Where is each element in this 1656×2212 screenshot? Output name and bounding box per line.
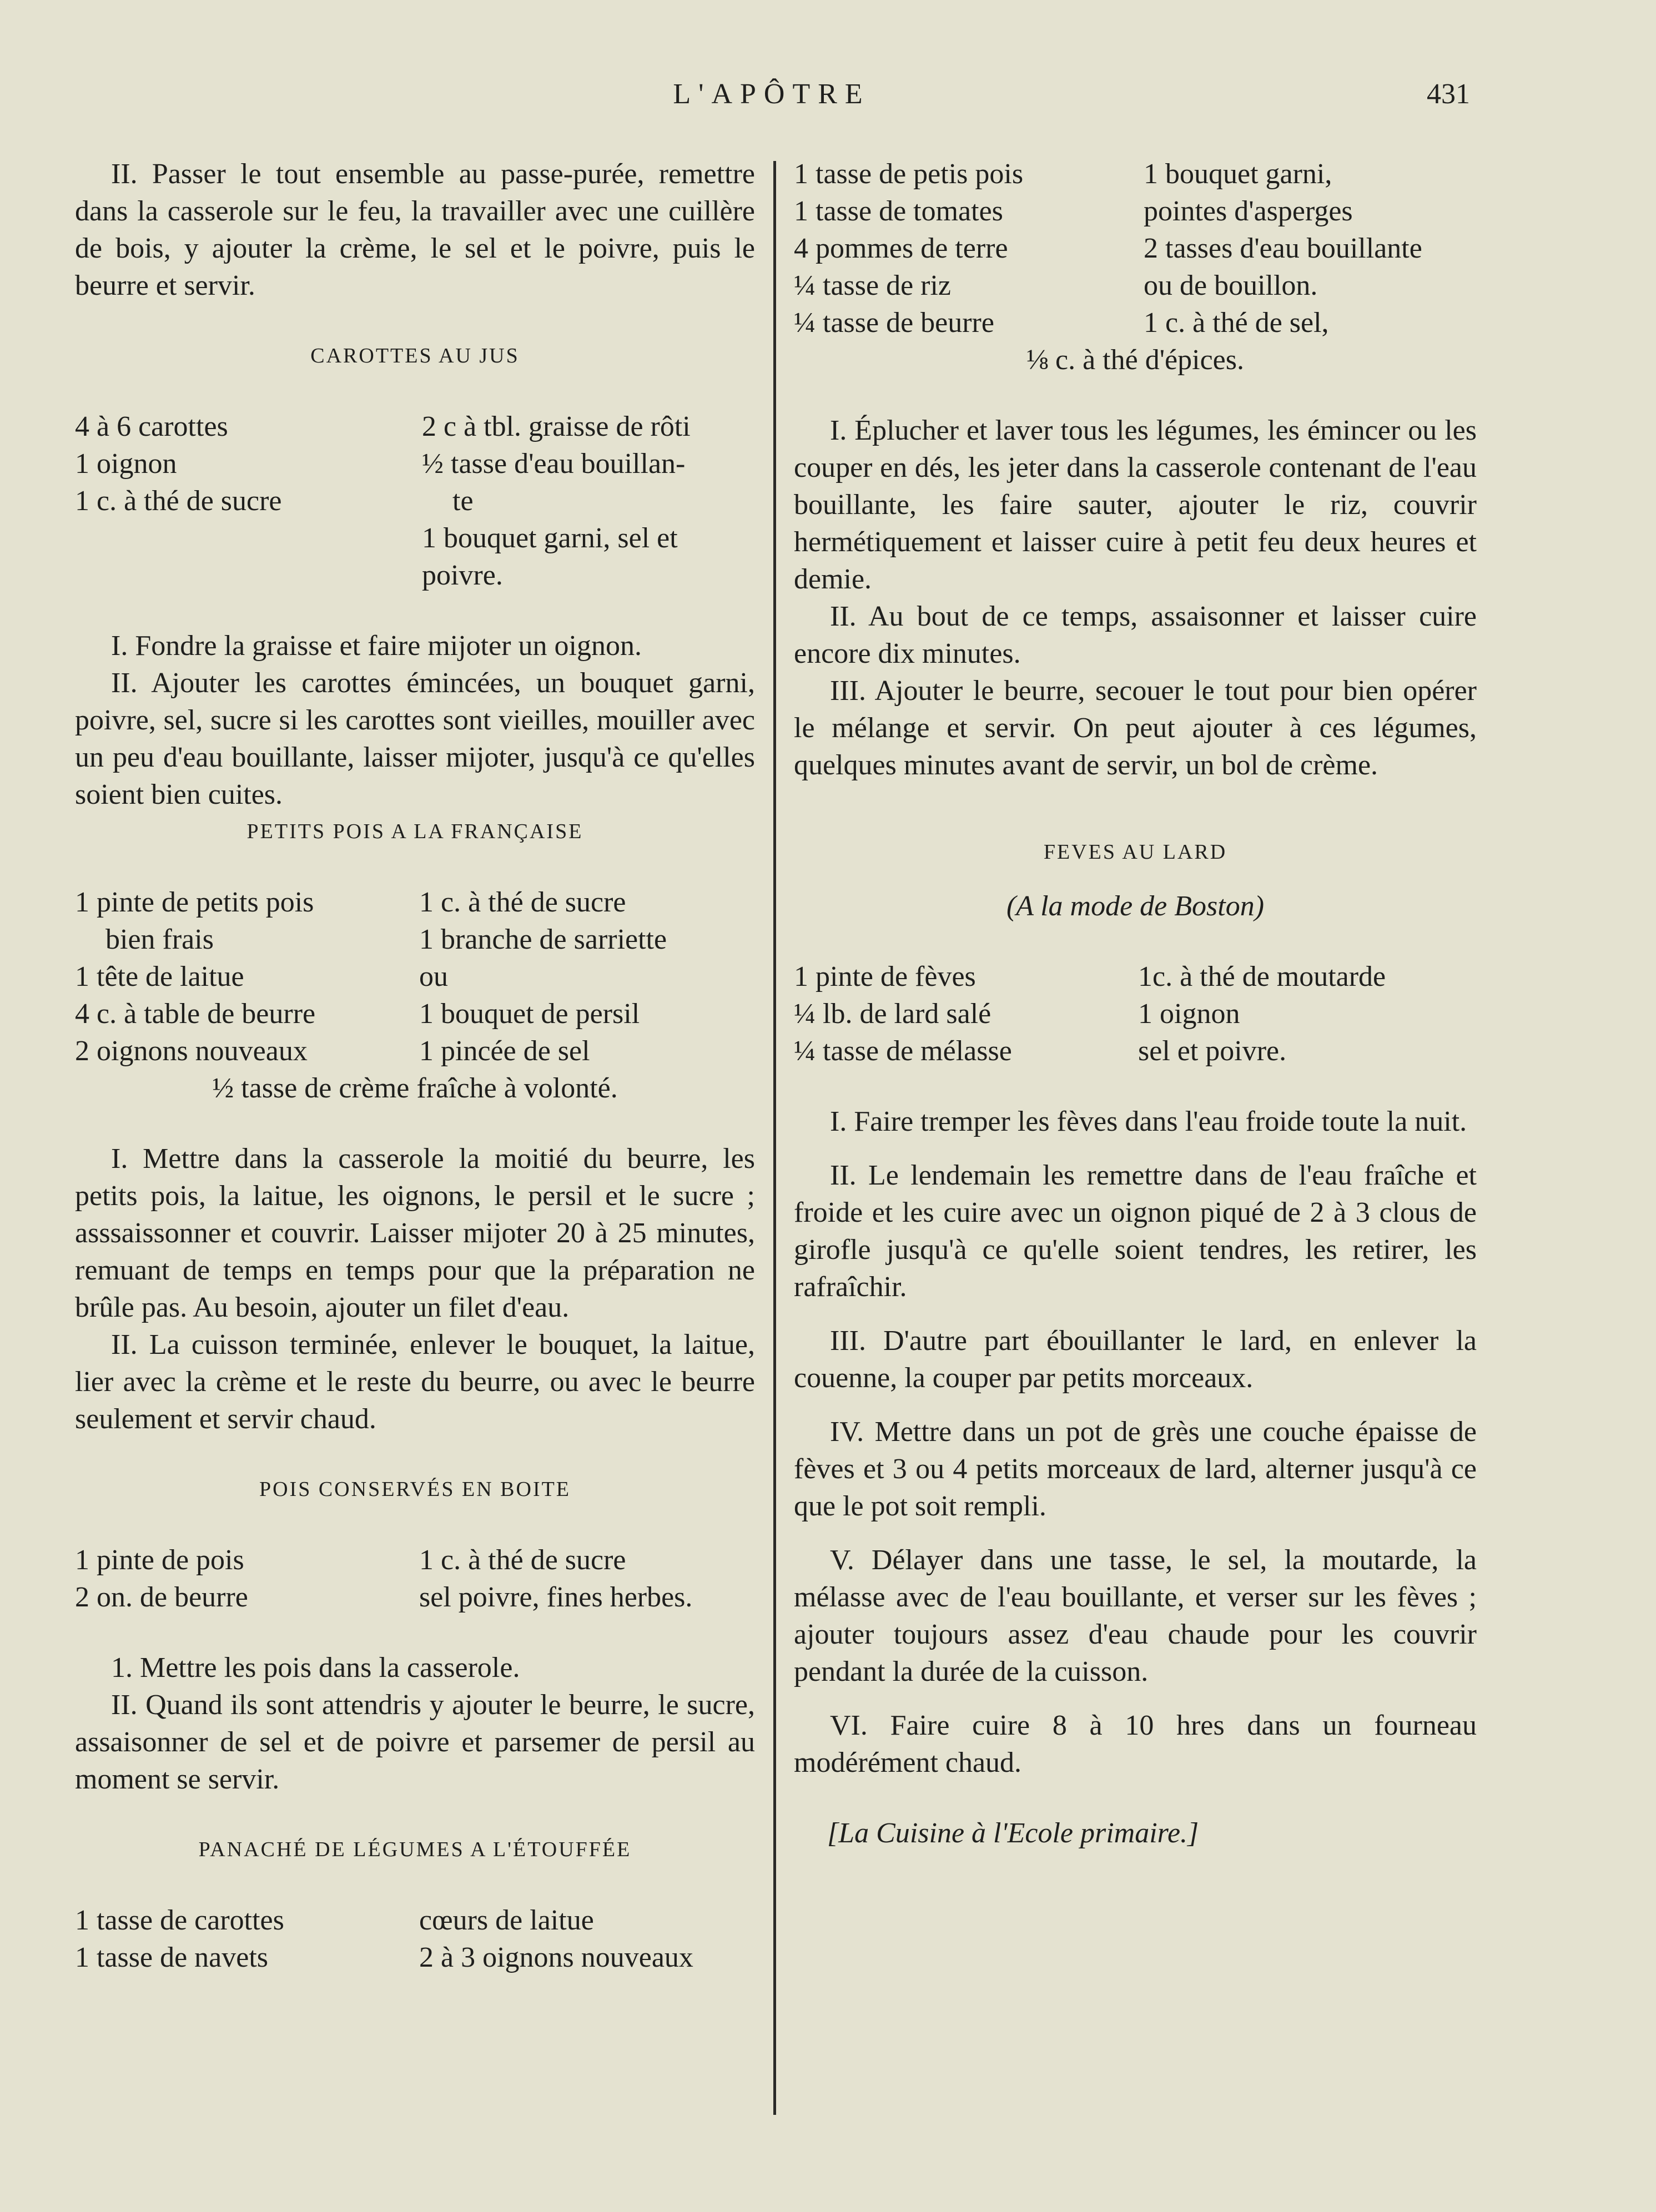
ingredients-petits-pois <box>75 884 755 1107</box>
source-citation: [La Cuisine à l'Ecole primaire.] <box>827 1817 1199 1849</box>
recipe-step: II. Quand ils sont attendris y ajouter le beurre, le sucre, assaisonner de sel et de poivre et parsemer de persil au moment se servir. <box>75 1689 755 1795</box>
ingredient: 1 oignon <box>75 448 177 480</box>
recipe-step: I. Faire tremper les fèves dans l'eau froide toute la nuit. <box>830 1106 1467 1137</box>
recipe-title-carottes: CAROTTES AU JUS <box>310 344 520 367</box>
recipe-subtitle-feves: (A la mode de Boston) <box>1006 890 1265 922</box>
ingredient: ou de bouillon. <box>1144 270 1318 301</box>
left-column <box>75 155 755 1976</box>
ingredients-feves <box>794 958 1477 1070</box>
ingredient: 1 c. à thé de sucre <box>75 485 282 517</box>
ingredient: 1 pinte de pois <box>75 1544 244 1576</box>
ingredient: sel poivre, fines herbes. <box>419 1581 693 1613</box>
ingredient: 2 à 3 oignons nouveaux <box>419 1942 693 1973</box>
ingredient: 1 tête de laitue <box>75 961 244 992</box>
ingredient: ¼ tasse de mélasse <box>794 1035 1012 1067</box>
ingredient: ½ tasse de crème fraîche à volonté. <box>212 1072 618 1104</box>
recipe-step: VI. Faire cuire 8 à 10 hres dans un fourneau modérément chaud. <box>794 1710 1477 1778</box>
ingredient: 2 oignons nouveaux <box>75 1035 308 1067</box>
recipe-step: II. Le lendemain les remettre dans de l'eau fraîche et froide et les cuire avec un oignon piqué de 2 à 3 clous de girofle jusqu'à ce qu'elle soient tendres, les retirer, les rafraîchir. <box>794 1160 1477 1303</box>
ingredient: 1 bouquet garni, sel et <box>422 522 678 554</box>
recipe-step: IV. Mettre dans un pot de grès une couche épaisse de fèves et 3 ou 4 petits morceaux de lard, alterner jusqu'à ce que le pot soit rempli. <box>794 1416 1477 1522</box>
ingredient: ¼ lb. de lard salé <box>794 998 991 1030</box>
recipe-step: I. Fondre la graisse et faire mijoter un oignon. <box>111 630 642 662</box>
ingredient: 4 à 6 carottes <box>75 411 228 442</box>
ingredient: 1 pincée de sel <box>419 1035 590 1067</box>
recipe-step: 1. Mettre les pois dans la casserole. <box>111 1652 520 1684</box>
ingredient: 2 on. de beurre <box>75 1581 248 1613</box>
ingredient: 1 branche de sarriette <box>419 924 667 955</box>
recipe-step: III. D'autre part ébouillanter le lard, en enlever la couenne, la couper par petits morceaux. <box>794 1325 1477 1394</box>
recipe-step: I. Mettre dans la casserole la moitié du beurre, les petits pois, la laitue, les oignons, le persil et le sucre ; asssaissonner et couvrir. Laisser mijoter 20 à 25 minutes, remuant de temps en temps pour que la préparation ne brûle pas. Au besoin, ajouter un filet d'eau. <box>75 1143 755 1323</box>
ingredient: 2 tasses d'eau bouillante <box>1144 233 1422 264</box>
recipe-step: II. Au bout de ce temps, assaisonner et laisser cuire encore dix minutes. <box>794 601 1477 669</box>
ingredient: 1 pinte de petits pois <box>75 886 314 918</box>
ingredient: pointes d'asperges <box>1144 195 1353 227</box>
ingredient: 1 c. à thé de sel, <box>1144 307 1329 339</box>
ingredient: 1 tasse de tomates <box>794 195 1003 227</box>
ingredient: poivre. <box>422 560 503 591</box>
ingredient: 1 bouquet garni, <box>1144 158 1332 190</box>
ingredient: ¼ tasse de riz <box>794 270 952 301</box>
ingredients-panache-cont <box>794 155 1477 379</box>
ingredient: 1 c. à thé de sucre <box>419 886 626 918</box>
recipe-title-petits-pois: PETITS POIS A LA FRANÇAISE <box>246 820 583 843</box>
ingredients-pois-conserves <box>75 1541 755 1616</box>
ingredient: 1 bouquet de persil <box>419 998 640 1030</box>
ingredient: 1 tasse de navets <box>75 1942 269 1973</box>
ingredient: bien frais <box>105 924 214 955</box>
column-divider <box>773 161 776 2115</box>
recipe-title-panache: PANACHÉ DE LÉGUMES A L'ÉTOUFFÉE <box>198 1838 632 1861</box>
recipe-step: I. Éplucher et laver tous les légumes, les émincer ou les couper en dés, les jeter dans la casserole contenant de l'eau bouillante, les faire sauter, ajouter le riz, couvrir hermétiquement et laisser cuire à petit feu deux heures et demie. <box>794 415 1477 595</box>
recipe-step: II. Ajouter les carottes émincées, un bouquet garni, poivre, sel, sucre si les carottes sont vieilles, mouiller avec un peu d'eau bouillante, laisser mijoter, jusqu'à ce qu'elles soient bien cuites. <box>75 667 755 810</box>
ingredient: ou <box>419 961 448 992</box>
ingredients-carottes <box>75 408 755 594</box>
ingredient: 1 c. à thé de sucre <box>419 1544 626 1576</box>
ingredient: 1c. à thé de moutarde <box>1138 961 1386 992</box>
recipe-title-pois-conserves: POIS CONSERVÉS EN BOITE <box>259 1478 571 1501</box>
ingredient: 1 tasse de carottes <box>75 1904 284 1936</box>
right-column <box>794 155 1477 1852</box>
ingredients-panache <box>75 1902 755 1976</box>
recipe-step: III. Ajouter le beurre, secouer le tout pour bien opérer le mélange et servir. On peut ajouter à ces légumes, quelques minutes avant de servir, un bol de crème. <box>794 675 1477 781</box>
ingredient: ½ tasse d'eau bouillan- <box>422 448 686 480</box>
ingredient: cœurs de laitue <box>419 1904 594 1936</box>
ingredient: 1 pinte de fèves <box>794 961 976 992</box>
recipe-title-feves: FEVES AU LARD <box>1043 840 1227 864</box>
intro-paragraph: II. Passer le tout ensemble au passe-purée, remettre dans la casserole sur le feu, la travailler avec une cuillère de bois, y ajouter la crème, le sel et le poivre, puis le beurre et servir. <box>75 158 755 301</box>
ingredient: 1 tasse de petis pois <box>794 158 1024 190</box>
page-number: 431 <box>1427 78 1470 110</box>
ingredient: 4 c. à table de beurre <box>75 998 316 1030</box>
running-title: L'APÔTRE <box>673 78 870 110</box>
ingredient: te <box>452 485 474 517</box>
ingredient: ⅛ c. à thé d'épices. <box>1026 344 1244 376</box>
ingredient: 4 pommes de terre <box>794 233 1008 264</box>
ingredient: 1 oignon <box>1138 998 1240 1030</box>
ingredient: sel et poivre. <box>1138 1035 1287 1067</box>
recipe-step: II. La cuisson terminée, enlever le bouquet, la laitue, lier avec la crème et le reste du beurre, ou avec le beurre seulement et servir chaud. <box>75 1329 755 1435</box>
ingredient: 2 c à tbl. graisse de rôti <box>422 411 691 442</box>
recipe-step: V. Délayer dans une tasse, le sel, la moutarde, la mélasse avec de l'eau bouillante, et verser sur les fèves ; ajouter toujours assez d'eau chaude pour les couvrir pendant la durée de la cuisson. <box>794 1544 1477 1687</box>
ingredient: ¼ tasse de beurre <box>794 307 994 339</box>
